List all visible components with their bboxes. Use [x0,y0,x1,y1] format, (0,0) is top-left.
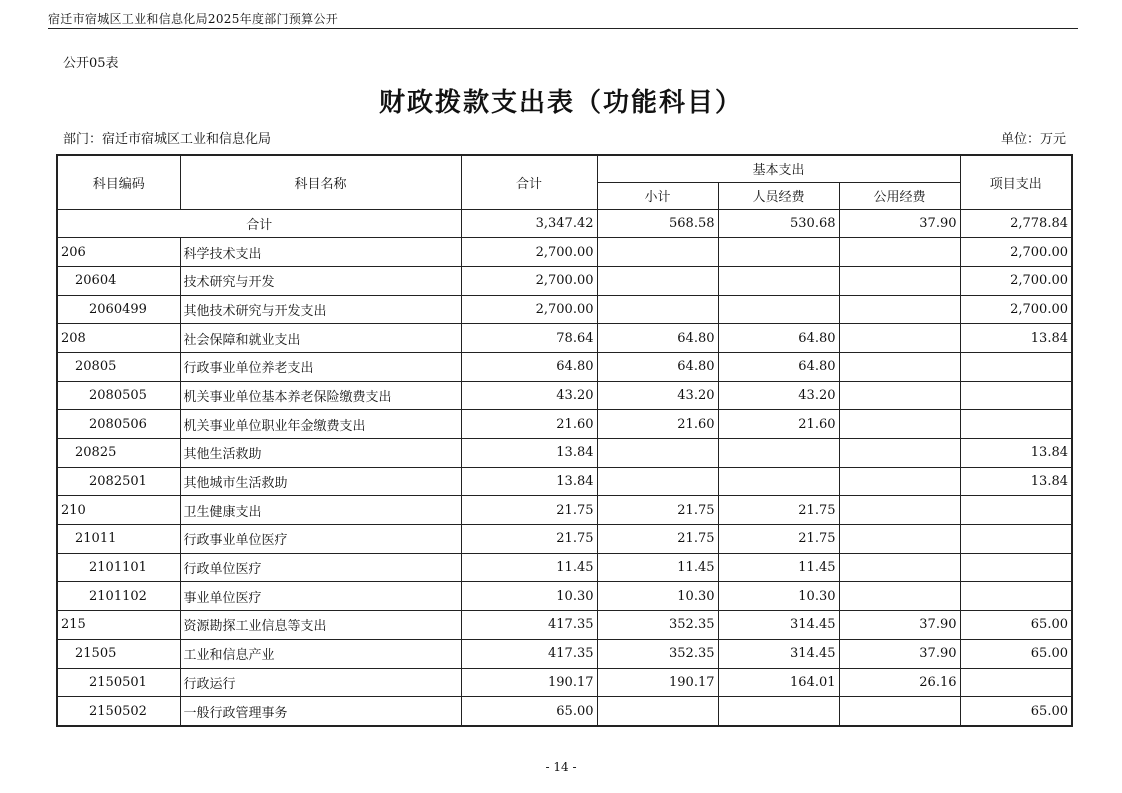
col-header-total: 合计 [461,155,597,209]
subtotal-cell [597,266,718,295]
table-row [57,553,1072,582]
project-cell [960,525,1072,554]
table-row [57,668,1072,697]
total-cell: 64.80 [461,352,597,381]
code-cell: 2082501 [57,467,180,496]
name-cell: 一般行政管理事务 [180,697,461,726]
public-cell [839,352,960,381]
code-cell: 21011 [57,525,180,554]
subtotal-cell: 21.60 [597,410,718,439]
project-cell [960,553,1072,582]
col-header-project: 项目支出 [960,155,1072,209]
name-cell: 科学技术支出 [180,238,461,267]
project-cell: 65.00 [960,697,1072,726]
total-cell: 417.35 [461,611,597,640]
project-cell: 13.84 [960,467,1072,496]
name-cell: 卫生健康支出 [180,496,461,525]
code-cell: 2080506 [57,410,180,439]
project-cell: 13.84 [960,324,1072,353]
code-cell: 20825 [57,439,180,468]
name-cell: 行政事业单位医疗 [180,525,461,554]
subtotal-cell: 64.80 [597,324,718,353]
public-cell [839,439,960,468]
subtotal-cell: 11.45 [597,553,718,582]
page-title: 财政拨款支出表（功能科目） [378,88,743,118]
public-cell: 26.16 [839,668,960,697]
table-row [57,639,1072,668]
table-row [57,324,1072,353]
public-cell: 37.90 [839,639,960,668]
subtotal-cell: 190.17 [597,668,718,697]
personnel-cell [718,238,839,267]
department-label: 部门：宿迁市宿城区工业和信息化局 [63,132,272,147]
table-row [57,582,1072,611]
project-cell: 13.84 [960,439,1072,468]
table-row [57,467,1072,496]
total-cell: 13.84 [461,439,597,468]
name-cell: 工业和信息产业 [180,639,461,668]
personnel-cell: 64.80 [718,352,839,381]
code-cell: 215 [57,611,180,640]
total-row [57,209,1072,238]
name-cell: 行政单位医疗 [180,553,461,582]
code-cell: 210 [57,496,180,525]
code-cell: 2101102 [57,582,180,611]
public-cell [839,582,960,611]
project-cell [960,668,1072,697]
subtotal-cell: 352.35 [597,639,718,668]
subtotal-cell [597,697,718,726]
project-cell: 2,778.84 [960,209,1072,238]
col-header-name: 科目名称 [180,155,461,209]
subtotal-cell: 21.75 [597,525,718,554]
personnel-cell: 314.45 [718,611,839,640]
code-cell: 2150502 [57,697,180,726]
public-cell: 37.90 [839,611,960,640]
total-cell: 21.75 [461,496,597,525]
table-row [57,295,1072,324]
personnel-cell [718,266,839,295]
table-row [57,266,1072,295]
project-cell: 2,700.00 [960,295,1072,324]
name-cell: 机关事业单位职业年金缴费支出 [180,410,461,439]
name-cell: 技术研究与开发 [180,266,461,295]
code-cell: 2101101 [57,553,180,582]
page-number: - 14 - [545,760,577,774]
subtotal-cell [597,295,718,324]
code-cell: 2150501 [57,668,180,697]
code-cell: 20805 [57,352,180,381]
col-header-public: 公用经费 [839,182,960,209]
name-cell: 行政运行 [180,668,461,697]
code-cell: 21505 [57,639,180,668]
table-row [57,439,1072,468]
personnel-cell: 21.60 [718,410,839,439]
personnel-cell: 10.30 [718,582,839,611]
table-number: 公开05表 [63,56,119,71]
personnel-cell: 530.68 [718,209,839,238]
total-cell: 417.35 [461,639,597,668]
unit-label: 单位：万元 [1000,132,1066,147]
public-cell [839,553,960,582]
total-cell: 11.45 [461,553,597,582]
name-cell: 社会保障和就业支出 [180,324,461,353]
table-row [57,238,1072,267]
personnel-cell: 21.75 [718,525,839,554]
total-cell: 21.75 [461,525,597,554]
public-cell [839,525,960,554]
total-cell: 21.60 [461,410,597,439]
public-cell [839,324,960,353]
name-cell: 其他生活救助 [180,439,461,468]
col-header-subtotal: 小计 [597,182,718,209]
subtotal-cell: 352.35 [597,611,718,640]
public-cell: 37.90 [839,209,960,238]
name-cell: 行政事业单位养老支出 [180,352,461,381]
total-cell: 65.00 [461,697,597,726]
total-cell: 2,700.00 [461,266,597,295]
subtotal-cell: 568.58 [597,209,718,238]
col-header-personnel: 人员经费 [718,182,839,209]
project-cell: 65.00 [960,611,1072,640]
subtotal-cell [597,467,718,496]
total-cell: 2,700.00 [461,295,597,324]
total-cell: 78.64 [461,324,597,353]
code-cell: 206 [57,238,180,267]
table-row [57,352,1072,381]
subtotal-cell: 21.75 [597,496,718,525]
total-cell: 3,347.42 [461,209,597,238]
name-cell: 其他技术研究与开发支出 [180,295,461,324]
code-cell: 20604 [57,266,180,295]
personnel-cell: 164.01 [718,668,839,697]
project-cell [960,582,1072,611]
public-cell [839,697,960,726]
project-cell: 65.00 [960,639,1072,668]
personnel-cell [718,467,839,496]
name-cell: 机关事业单位基本养老保险缴费支出 [180,381,461,410]
personnel-cell: 21.75 [718,496,839,525]
total-cell: 2,700.00 [461,238,597,267]
public-cell [839,238,960,267]
project-cell [960,410,1072,439]
personnel-cell [718,295,839,324]
total-cell: 13.84 [461,467,597,496]
code-cell: 208 [57,324,180,353]
code-cell: 2080505 [57,381,180,410]
total-cell: 43.20 [461,381,597,410]
public-cell [839,410,960,439]
personnel-cell: 314.45 [718,639,839,668]
public-cell [839,467,960,496]
table-row [57,697,1072,726]
table-row [57,496,1072,525]
personnel-cell: 43.20 [718,381,839,410]
page-header: 宿迁市宿城区工业和信息化局2025年度部门预算公开 [48,12,339,26]
public-cell [839,381,960,410]
budget-table [56,154,1073,727]
subtotal-cell: 64.80 [597,352,718,381]
table-row [57,525,1072,554]
subtotal-cell: 10.30 [597,582,718,611]
table-row [57,611,1072,640]
public-cell [839,295,960,324]
project-cell [960,352,1072,381]
project-cell [960,381,1072,410]
project-cell [960,496,1072,525]
header-rule [48,28,1078,29]
col-header-code: 科目编码 [57,155,180,209]
personnel-cell: 11.45 [718,553,839,582]
subtotal-cell: 43.20 [597,381,718,410]
name-cell: 其他城市生活救助 [180,467,461,496]
total-cell: 10.30 [461,582,597,611]
personnel-cell [718,697,839,726]
project-cell: 2,700.00 [960,238,1072,267]
total-cell: 190.17 [461,668,597,697]
project-cell: 2,700.00 [960,266,1072,295]
name-cell: 事业单位医疗 [180,582,461,611]
public-cell [839,496,960,525]
total-label: 合计 [57,209,461,238]
public-cell [839,266,960,295]
personnel-cell: 64.80 [718,324,839,353]
name-cell: 资源勘探工业信息等支出 [180,611,461,640]
code-cell: 2060499 [57,295,180,324]
table-row [57,381,1072,410]
subtotal-cell [597,439,718,468]
personnel-cell [718,439,839,468]
col-header-basic: 基本支出 [597,155,960,182]
table-row [57,410,1072,439]
subtotal-cell [597,238,718,267]
